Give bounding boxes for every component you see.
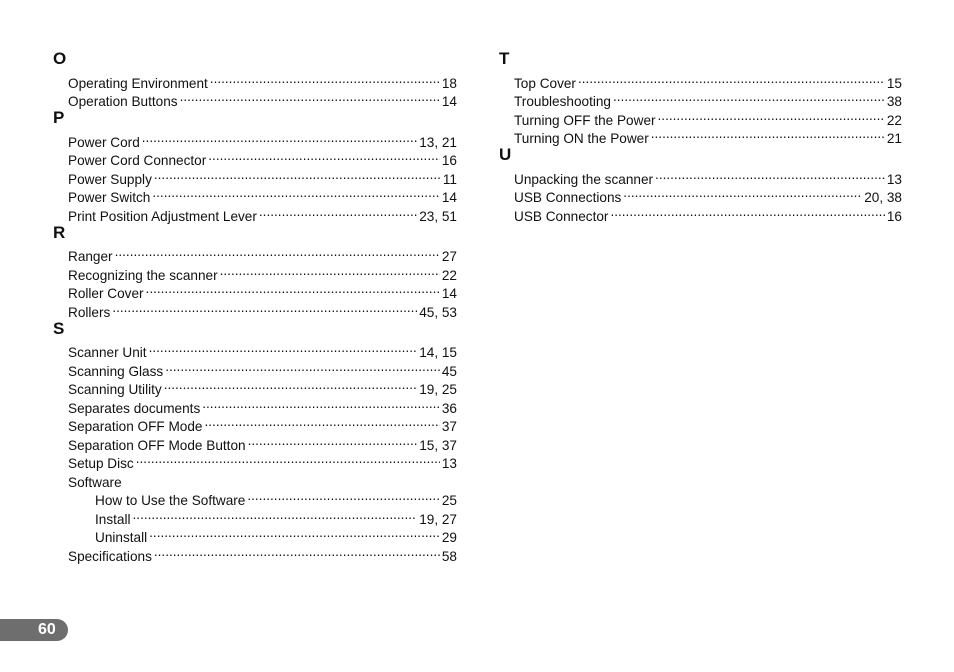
index-entry-pages: 16 — [886, 208, 902, 224]
dot-leader — [149, 339, 418, 358]
index-entry-label: Scanner Unit — [68, 345, 147, 360]
index-entry-pages: 20, 38 — [864, 190, 902, 205]
dot-leader — [651, 125, 885, 144]
dot-leader — [115, 243, 440, 262]
index-letter-heading: S — [53, 318, 65, 338]
index-entry-label: Separation OFF Mode Button — [68, 437, 246, 453]
index-letter-heading: R — [53, 222, 66, 242]
dot-leader — [205, 413, 440, 432]
dot-leader — [655, 165, 885, 184]
index-letter-heading: P — [53, 108, 65, 127]
dot-leader — [136, 450, 440, 469]
index-entry — [499, 165, 902, 187]
index-entry-pages: 19, 27 — [419, 511, 457, 527]
dot-leader — [202, 394, 440, 413]
index-entry — [499, 69, 902, 91]
dot-leader — [180, 88, 440, 107]
index-entry-pages: 11 — [442, 171, 457, 187]
dot-leader — [623, 184, 862, 203]
index-entry — [53, 128, 457, 150]
index-entry-pages: 22 — [441, 267, 457, 283]
dot-leader — [208, 147, 440, 166]
index-entry-label: Power Cord Connector — [68, 153, 207, 168]
index-entry-pages: 25 — [441, 493, 457, 508]
index-entry-pages: 45 — [441, 363, 457, 379]
dot-leader — [247, 487, 440, 506]
index-entry-pages: 23, 51 — [419, 208, 457, 224]
index-entry-label: Troubleshooting — [514, 94, 611, 109]
index-entry-pages: 14 — [441, 94, 457, 109]
index-entry-pages: 29 — [441, 530, 457, 545]
dot-leader — [152, 184, 440, 203]
index-entry-label: Power Supply — [68, 171, 152, 187]
dot-leader — [210, 69, 440, 88]
index-entry-label: Recognizing the scanner — [68, 267, 218, 283]
index-entry-pages: 38 — [886, 94, 902, 109]
dot-leader — [154, 165, 441, 184]
index-entry-pages: 58 — [441, 548, 457, 564]
index-entry-pages: 14, 15 — [419, 345, 457, 360]
index-entry-label: Ranger — [68, 249, 113, 264]
index-entry-label: USB Connector — [514, 208, 609, 224]
index-entry — [53, 339, 457, 358]
index-entry-pages: 27 — [441, 249, 457, 264]
index-entry — [53, 261, 457, 283]
index-entry-pages: 19, 25 — [419, 382, 457, 397]
index-entry-pages: 16 — [441, 153, 457, 168]
index-entry-label: Power Switch — [68, 190, 151, 205]
index-entry-label: Operating Environment — [68, 75, 208, 91]
index-entry-pages: 13 — [441, 456, 457, 471]
index-entry-list — [53, 243, 457, 320]
index-entry-label: Operation Buttons — [68, 94, 178, 109]
dot-leader — [613, 88, 885, 107]
index-entry-pages: 22 — [886, 112, 902, 128]
dot-leader — [164, 376, 418, 395]
index-entry-label: Top Cover — [514, 75, 576, 91]
index-entry-pages: 13, 21 — [419, 134, 457, 150]
dot-leader — [112, 298, 417, 317]
dot-leader — [133, 505, 418, 524]
index-entry-label: Separates documents — [68, 400, 201, 416]
index-entry-label: Uninstall — [95, 530, 148, 545]
index-entry — [53, 69, 457, 91]
index-column-left — [53, 47, 457, 564]
index-entry-pages: 15, 37 — [419, 437, 457, 453]
index-entry-label: Software — [68, 474, 122, 490]
dot-leader — [259, 202, 417, 221]
index-entry-label: Turning ON the Power — [514, 131, 649, 146]
dot-leader — [220, 261, 440, 280]
index-entry-pages: 15 — [886, 75, 902, 91]
index-entry-label: Install — [95, 511, 131, 527]
index-entry-label: Specifications — [68, 548, 152, 564]
page-number-tab — [0, 619, 68, 641]
dot-leader — [165, 357, 440, 376]
index-entry-label: Unpacking the scanner — [514, 171, 654, 187]
index-entry-list — [499, 165, 902, 224]
dot-leader — [154, 542, 440, 561]
index-entry-list — [499, 69, 902, 146]
page-number: 60 — [38, 621, 56, 638]
index-letter-heading: O — [53, 49, 67, 68]
index-column-right — [499, 47, 902, 224]
index-entry-label: USB Connections — [514, 190, 622, 205]
dot-leader — [658, 106, 885, 125]
dot-leader — [610, 202, 884, 221]
index-entry-list — [53, 128, 457, 224]
dot-leader — [578, 69, 885, 88]
dot-leader — [142, 128, 417, 147]
index-entry-label: Scanning Glass — [68, 363, 164, 379]
index-entry-label: Separation OFF Mode — [68, 419, 203, 434]
index-entry — [53, 243, 457, 262]
index-entry-label: How to Use the Software — [95, 493, 246, 508]
index-entry-label: Power Cord — [68, 134, 140, 150]
dot-leader — [146, 280, 440, 299]
dot-leader — [248, 431, 418, 450]
index-entry-label: Print Position Adjustment Lever — [68, 208, 257, 224]
index-letter-heading: T — [499, 49, 510, 68]
index-entry-pages: 36 — [441, 400, 457, 416]
index-entry-label: Turning OFF the Power — [514, 112, 656, 128]
index-letter-heading: U — [499, 145, 512, 164]
index-entry-label: Roller Cover — [68, 286, 144, 301]
index-entry-pages: 21 — [886, 131, 902, 146]
index-entry-list — [53, 69, 457, 109]
index-entry-pages: 14 — [441, 286, 457, 301]
index-entry-pages: 37 — [441, 419, 457, 434]
index-entry-label: Scanning Utility — [68, 382, 162, 397]
index-entry-pages: 13 — [886, 171, 902, 187]
index-entry-label: Rollers — [68, 304, 111, 320]
index-entry-list — [53, 339, 457, 564]
index-entry-pages: 18 — [441, 75, 457, 91]
index-entry-pages: 14 — [441, 190, 457, 205]
dot-leader — [149, 524, 440, 543]
index-entry — [53, 298, 457, 320]
index-entry-label: Setup Disc — [68, 456, 134, 471]
index-entry-pages: 45, 53 — [419, 304, 457, 320]
